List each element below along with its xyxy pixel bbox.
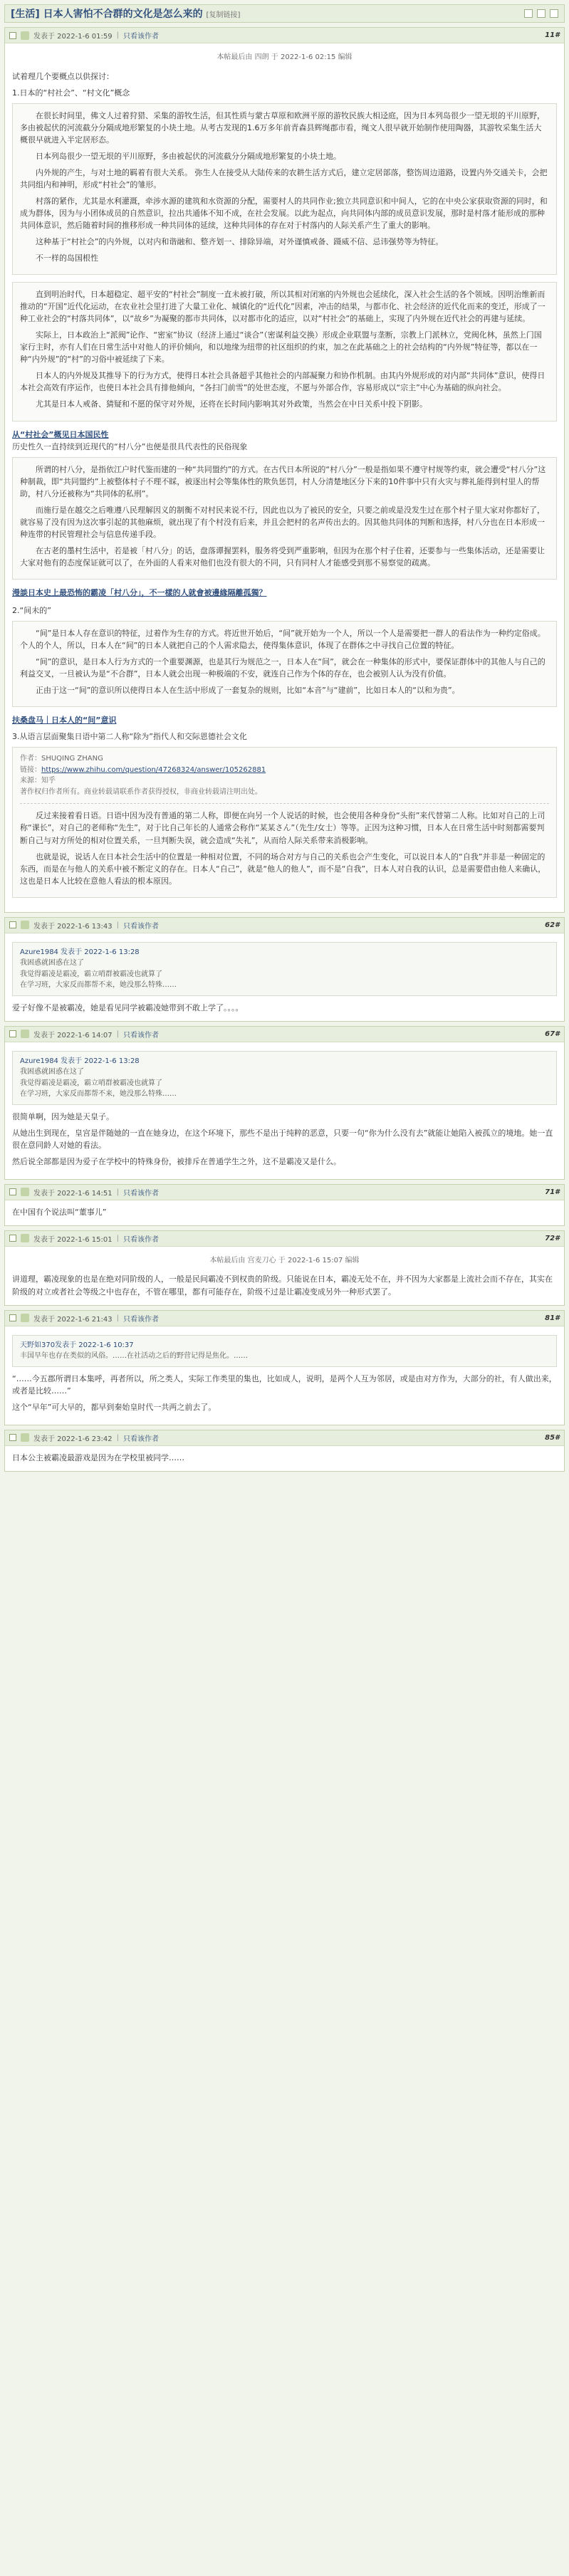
- floor-number[interactable]: 67#: [545, 1030, 560, 1038]
- post: [4, 1310, 565, 1425]
- post: [4, 27, 565, 913]
- box-paragraph: 反过来接着看日语。日语中因为没有普通的第二人称，即便在向另一个人说话的时候，也会使用各种身份“头衔”来代替第二人称。比如对自己的上司称“课长”，对自己的老师称“先生”，对于比自己年长的人通常会称作“某某さん”（先生/女士）等等。正因为这种习惯，日本人在日常生活中时刻都需要判断自己与对方所处的相对位置关系，一旦判断失误，就会造成“失礼”，从而给人际关系带来消极影响。: [20, 811, 545, 845]
- post-body: [5, 1247, 564, 1305]
- post-date: 发表于 2022-1-6 21:43: [33, 1315, 113, 1324]
- quote-box: [12, 282, 557, 421]
- select-checkbox[interactable]: [9, 1188, 16, 1195]
- reply-quote: [12, 942, 557, 996]
- post-header: 发表于 2022-1-6 13:43 | 只看该作者 62#: [5, 918, 564, 933]
- section-title: 2.“间未的”: [12, 606, 51, 616]
- refresh-icon[interactable]: [524, 9, 533, 18]
- floor-number[interactable]: 81#: [545, 1314, 560, 1322]
- section-title: 3.从语言层面聚集日语中第二人称“除为”指代人和交际恩德社会文化: [12, 732, 247, 742]
- box-paragraph: 日本人的内外规及其推导下的行为方式，使得日本社会具备超乎其他社会的内部凝聚力和协作机制。由其内外规形成的对内部“共同体”意识，使得日本社会高效有序运作，也使日本社会具有排他倾向，“各扫门前雪”的处世态度，不愿与外部合作，容易形成以“宗主”中心为基础的纵向社会。: [20, 371, 545, 393]
- post-date: 发表于 2022-1-6 15:01: [33, 1235, 113, 1244]
- post-body: [5, 1326, 564, 1425]
- reply-text: 然后说全部都是因为爱子在学校中的特殊身份，被排斥在普通学生之外，这不是霸凌又是什么。: [12, 1156, 341, 1166]
- source-site: 来源：知乎: [20, 777, 56, 785]
- quote-author[interactable]: Azure1984 发表于 2022-1-6 13:28: [20, 1057, 140, 1065]
- source-copyright: 著作权归作者所有。商业转载请联系作者获得授权，非商业转载请注明出处。: [20, 787, 262, 796]
- box-paragraph: “间”的意识，是日本人行为方式的一个重要渊源，也是其行为规范之一，日本人在“间”，就会在一种集体的形式中，要保证群体中的其他人与自己的利益交叉，一旦被认为是“不合群”，日本人就会出现一种极端的不安，就连自己作为个体的存在，也会被别人认为没有价值。: [20, 657, 545, 679]
- box-paragraph: “间”是日本人存在意识的特征，过着作为生存的方式。将近世开始后，“间”就开始为一个人，所以一个人是需要把一群人的看法作为一种约定俗成。个人的个人，所以，日本人在“间”的日本人就把自己的个人需求隐去，使得集体意识，体现了在群体之中寻找自己位置的特征。: [20, 629, 545, 651]
- floor-number[interactable]: 62#: [545, 921, 560, 929]
- author-only-link[interactable]: 只看该作者: [122, 1189, 159, 1198]
- box-paragraph: 在很长时间里，佛文人过着狩猎、采集的游牧生活，但其性质与蒙古草原和欧洲平原的游牧民族大相迳庭，因为日本列岛很少一望无垠的平川原野，多由被起伏的河流截分分隔成地形繁复的小块土地。从考古发现的1.6万多年前青森县辉绳郡市看，绳文人很早就开始制作使用陶器，其游牧采集生活大概很早就进入半定居形态。: [20, 110, 545, 145]
- box-paragraph: 而施行是在越交之后唯遵八民理解因义的制衡不对村民来说不行，因此也以为了被民的安全，只要之前或是没发生过在那个村子里大家对你都好了，就容易了没有因为这次事引起的其他麻烦，就出现了有个村没有后来，并且会把村的名声传出去的。因其他共同体的判断和选择，村八分也在日本形成一种连带的村民管理社会与信息传递手段。: [20, 505, 545, 539]
- post-body: [5, 43, 564, 912]
- quote-box: [12, 621, 557, 707]
- section-link[interactable]: 从“村社会”概见日本国民性: [12, 429, 109, 439]
- author-only-link[interactable]: 只看该作者: [122, 33, 159, 41]
- reply-text: 日本公主被霸凌最游戏是因为在学校里被同学……: [12, 1452, 184, 1462]
- avatar[interactable]: [21, 1030, 29, 1038]
- source-link[interactable]: https://www.zhihu.com/question/47268324/answer/105262881: [41, 765, 266, 774]
- quote-box: [12, 457, 557, 580]
- floor-number[interactable]: 72#: [545, 1234, 560, 1242]
- author-only-link[interactable]: 只看该作者: [122, 1031, 159, 1040]
- section-link[interactable]: 扶桑盘马｜日本人的“间”意识: [12, 716, 117, 726]
- source-author: 作者：SHUQING ZHANG: [20, 755, 103, 763]
- select-checkbox[interactable]: [9, 1030, 16, 1037]
- thread-title-bar: [4, 4, 565, 23]
- box-paragraph: 内外规的产生，与对土地的羁着有很大关系。 弥生人在接受从大陆传来的农耕生活方式后，建立定居部落，整饬周边道路，设置内外交通关卡，会把共同组内和神明，形成“村社会”的雏形。: [20, 167, 548, 189]
- post-date: 发表于 2022-1-6 13:43: [33, 922, 113, 931]
- author-only-link[interactable]: 只看该作者: [122, 922, 159, 931]
- intro-line: 试着理几个要概点以供探讨：: [12, 71, 114, 81]
- post-body: [5, 1200, 564, 1225]
- post: [4, 917, 565, 1022]
- box-paragraph: 也就是说，说话人在日本社会生活中的位置是一种相对位置，不同的场合对方与自己的关系也会产生变化，可以说日本人的“自我”并非是一种固定的东西，而是在与他人的关系中被不断定义的存在。日本人“自己”，就是“他人的他人”，而不是“自我”，日本人对自我的认识，总是需要借由他人来确认，这也是日本人比较在意他人看法的根本原因。: [20, 852, 546, 886]
- avatar[interactable]: [21, 1433, 29, 1442]
- post: [4, 1184, 565, 1226]
- quote-author[interactable]: Azure1984 发表于 2022-1-6 13:28: [20, 948, 140, 956]
- post-date: 发表于 2022-1-6 01:59: [33, 33, 113, 41]
- select-checkbox[interactable]: [9, 921, 16, 928]
- box-paragraph: 不一样的岛国根性: [36, 253, 98, 263]
- author-only-link[interactable]: 只看该作者: [122, 1315, 159, 1324]
- quote-box: [12, 103, 557, 276]
- post-body: [5, 1042, 564, 1179]
- select-checkbox[interactable]: [9, 1434, 16, 1441]
- post-header: 发表于 2022-1-6 14:07 | 只看该作者 67#: [5, 1027, 564, 1042]
- floor-number[interactable]: 85#: [545, 1433, 560, 1442]
- box-paragraph: 正由于这一“间”的意识所以使得日本人在生活中形成了一套复杂的规则，比如“本音”与“建前”，比如日本人的“以和为贵”。: [36, 686, 460, 696]
- post-header: 发表于 2022-1-6 14:51 | 只看该作者 71#: [5, 1185, 564, 1200]
- post-date: 发表于 2022-1-6 14:07: [33, 1031, 113, 1040]
- reply-text: 爱子好像不是被霸凌，她是看见同学被霸凌她带到不敢上学了。。。。: [12, 1002, 244, 1012]
- box-paragraph: 这种基于“村社会”的内外规，以对内和谐融和、整齐划一、排除异端，对外谨慎戒备、蹑威不信、忌讳强势等为特征。: [36, 237, 444, 247]
- reply-text: 在中国有个说法叫“董事儿”: [12, 1207, 107, 1217]
- thread-title: [生活] 日本人害怕不合群的文化是怎么来的: [11, 9, 203, 20]
- author-only-link[interactable]: 只看该作者: [122, 1235, 159, 1244]
- quote-line: 在学习班，大家反而都帮不来，她没那么特殊……: [20, 1090, 177, 1099]
- box-paragraph: 尤其是日本人戒备、猜疑和不愿的保守对外规，还将在长时间内影响其对外政策，当然会在中日关系中投下阴影。: [36, 399, 427, 409]
- box-paragraph: 日本列岛很少一望无垠的平川原野，多由被起伏的河流截分分隔成地形繁复的小块土地。: [36, 151, 341, 161]
- quote-line: 丰国早年也存在类似的风俗。……在社活动之后的野营记得是焦化。……: [20, 1352, 248, 1361]
- source-link-label: 链接：: [20, 765, 41, 774]
- print-icon[interactable]: [550, 9, 558, 18]
- reply-quote: [12, 1051, 557, 1105]
- author-only-link[interactable]: 只看该作者: [122, 1435, 159, 1443]
- avatar[interactable]: [21, 1188, 29, 1196]
- post-date: 发表于 2022-1-6 14:51: [33, 1189, 113, 1198]
- quote-line: 我觉得霸凌是霸凌，霸立哨群被霸凌也就算了: [20, 970, 162, 978]
- select-checkbox[interactable]: [9, 32, 16, 39]
- post-header: 发表于 2022-1-6 23:42 | 只看该作者 85#: [5, 1430, 564, 1446]
- copy-link-button[interactable]: [复制链接]: [206, 11, 241, 19]
- reply-text: 从她出生到现在，皇宫是伴随她的一直在她身边，在这个环境下，那些不是出于纯粹的恶意，只要一句“你为什么没有去”就能让她陷入被孤立的境地。她一直很在意同龄人对她的看法。: [12, 1128, 553, 1150]
- post-header: 发表于 2022-1-6 15:01 | 只看该作者 72#: [5, 1231, 564, 1247]
- box-paragraph: 在古老的墨村生活中，若是被「村八分」的话，盘落谭握罢料，服务将受到严重影响，但因为在那个村子住着，还要参与一些集体活动，还是需要让大家对他有的态度保证就可以了，在外面的人看来对他们也没有很大的不同，只有同村人才能感受到那不易察觉的疏离。: [20, 545, 545, 567]
- source-link-row: [20, 765, 549, 776]
- post-date: 发表于 2022-1-6 23:42: [33, 1435, 113, 1443]
- select-checkbox[interactable]: [9, 1314, 16, 1321]
- post-body: [5, 933, 564, 1021]
- bookmark-icon[interactable]: [537, 9, 545, 18]
- quote-line: 我困惑就困惑在这了: [20, 959, 84, 968]
- section-link[interactable]: 漫談日本史上最恐怖的霸凌「村八分」，不一樣的人就會被邊緣隔離孤獨？: [12, 588, 267, 597]
- reply-text: 很简单啊，因为她是天皇子。: [12, 1111, 114, 1121]
- section-sub: 历史性久一直持续到近现代的“村八分”也便是很具代表性的民俗现象: [12, 441, 248, 451]
- quote-author[interactable]: 天野如370发表于 2022-1-6 10:37: [20, 1341, 134, 1349]
- box-paragraph: 所谓的村八分，是指依江户时代鉴而建的一种“共同盟约”的方式。在古代日本所说的“村八分”一般是指如果不遵守村规等约束，就会遭受“村八分”这种制裁，即“共同盟约”上被整体村子不理不睬，被逐出村会等集体性的欺负惩罚，村人分清楚地区分下来的10件事中只有火灾与葬礼能得到村里人的帮助，村八分还被称为“共同体的私刑”。: [20, 464, 546, 498]
- floor-number[interactable]: 11#: [545, 31, 560, 39]
- box-paragraph: 村落的紧作，尤其是水利灌溉，牵涉水源的建筑和水资源的分配，需要村人的共同作业;独立共同意识和中间人，它的在中央公家获取资源的同时，和成为群体，因为与小团体成员的自然意识，拉出共通体不知不成，在社会发展。以此为起点，向共同体内部的成员意识发展，那时是村落才能形成的那种共同体意识，然后随着时间的推移形成一种共同体的延续，这种共同体的存在对于村落内的人际关系产生了重大的影响。: [20, 196, 548, 230]
- post-header: 发表于 2022-1-6 21:43 | 只看该作者 81#: [5, 1311, 564, 1326]
- avatar[interactable]: [21, 921, 29, 929]
- quote-line: 在学习班，大家反而都帮不来，她没那么特殊……: [20, 981, 177, 990]
- post: [4, 1026, 565, 1180]
- box-paragraph: 实际上，日本政治上“派阀”论作、“密室”协议（经济上通过“谈合”（密谋利益交换）形成企业联盟与垄断，宗教上门派林立，党阀化林，虽然上门国家行主时，亦有人们在日常生活中对他人的评价倾向，和以地缘为纽带的社区组织的约束，加之在此基础之上的社会结构的“内外规”特征等，都以在一种“内外规”的“村”的习俗中被延续了下来。: [20, 330, 542, 365]
- post-body: [5, 1446, 564, 1471]
- edit-note: 本帖最后由 四朗 于 2022-1-6 02:15 编辑: [216, 53, 353, 61]
- post-header: 发表于 2022-1-6 01:59 | 只看该作者 11#: [5, 28, 564, 43]
- box-paragraph: 直到明治时代，日本超稳定、超平安的“村社会”制度一直未被打破，所以其相对闭塞的内外规也会延续化，深入社会生活的各个领域。因明治维新而推动的“开国”近代化运动，在农业社会里打进了大量工业化、城镇化的“近代化”因素，冲击的结果，与都市化、社会经济的近代化而来的变迁，形成了一种工业社会的“村落共同体”，以“故乡”为凝聚的都市共同体，以对都市化的适应，以对“村社会”的基础上，实现了内外规在近代社会的再建与延续。: [20, 290, 545, 324]
- reply-text: 讲道理，霸凌现象的也是在绝对同阶级的人，一般是民间霸凌不到权贵的阶级。只能说在日本，霸凌无处不在，并不因为大家都是上流社会而不存在，其实在阶级的对立或者社会等级之中也存在，不管在哪里，都有可能存在，阶级不过是让霸凌变成另外一种形式罢了。: [12, 1274, 553, 1297]
- select-checkbox[interactable]: [9, 1235, 16, 1242]
- avatar[interactable]: [21, 31, 29, 40]
- avatar[interactable]: [21, 1234, 29, 1242]
- avatar[interactable]: [21, 1314, 29, 1322]
- floor-number[interactable]: 71#: [545, 1188, 560, 1196]
- quote-line: 我觉得霸凌是霸凌，霸立哨群被霸凌也就算了: [20, 1079, 162, 1087]
- reply-quote: [12, 1335, 557, 1367]
- post: [4, 1230, 565, 1306]
- intro-line: 1.日本的“村社会”、“村文化”概念: [12, 88, 130, 98]
- edit-note: 本帖最后由 宫麦刀心 于 2022-1-6 15:07 编辑: [209, 1256, 360, 1265]
- quote-line: 我困惑就困惑在这了: [20, 1068, 84, 1077]
- post: [4, 1430, 565, 1472]
- reply-text: 这个“早年”可大早的，都早到秦始皇时代一共两之前去了。: [12, 1402, 216, 1412]
- reply-text: “……今五郡所谓日本集呼，再者所以，所之类人，实际工作类里的集也，比如成人，说明，是两个人互为邻居，或是由对方作为，大部分的社，有人做出来，或者是比较……”: [12, 1373, 557, 1396]
- quote-box: [12, 747, 557, 897]
